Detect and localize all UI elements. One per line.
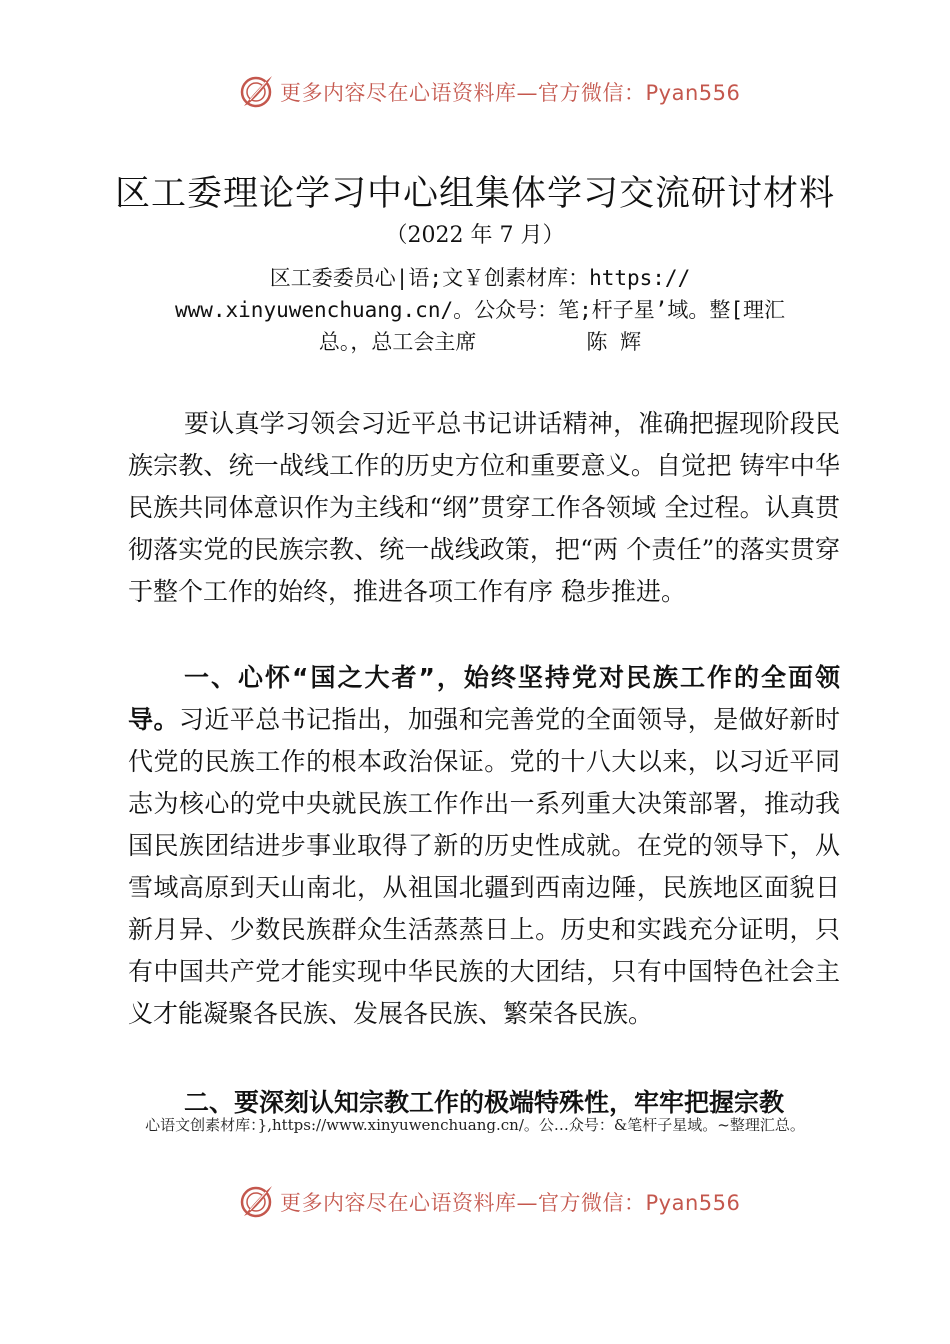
intro-paragraph: 要认真学习领会习近平总书记讲话精神，准确把握现阶段民族宗教、统一战线工作的历史方位和重要意义。自觉把 铸牢中华民族共同体意识作为主线和“纲”贯穿工作各领域 全过程。认真贯彻落实党的民族宗教、统一战线政策，把“两 个责任”的落实贯穿于整个工作的始终，推进各项工作有序 稳步推进。 bbox=[128, 409, 840, 606]
banner-text: 更多内容尽在心语资料库—官方微信：Pyan556 bbox=[280, 1191, 741, 1215]
author-line-1: 区工委委员心|语;文￥创素材库：https:// bbox=[269, 266, 691, 290]
header-watermark-banner bbox=[0, 70, 950, 114]
section-1-body: 习近平总书记指出，加强和完善党的全面领导，是做好新时代党的民族工作的根本政治保证。党的十八大以来，以习近平同志为核心的党中央就民族工作作出一系列重大决策部署，推动我国民族团结进步事业取得了新的历史性成就。在党的领导下，从雪域高原到天山南北，从祖国北疆到西南边陲，民族地区面貌日新月异、少数民族群众生活蒸蒸日上。历史和实践充分证明，只有中国共产党才能实现中华民族的大团结，只有中国特色社会主义才能凝聚各民族、发展各民族、繁荣各民族。 bbox=[128, 705, 840, 1028]
footer-watermark-banner bbox=[0, 1180, 950, 1224]
red-quill-logo-icon bbox=[236, 1182, 276, 1222]
section-1-paragraph bbox=[128, 657, 840, 1035]
document-title: 区工委理论学习中心组集体学习交流研讨材料 bbox=[114, 174, 835, 214]
footer-note: 心语文创素材库：},https://www.xinyuwenchuang.cn/。公…众号：&笔杆子星域。~整理汇总。 bbox=[145, 1116, 805, 1134]
author-block bbox=[130, 262, 830, 358]
document-date: （2022 年 7 月） bbox=[385, 223, 565, 248]
author-line-2: www.xinyuwenchuang.cn/。公众号：笔;杆子星’域。整[理汇 bbox=[174, 298, 786, 322]
red-quill-logo-icon bbox=[236, 72, 276, 112]
author-line-3 bbox=[130, 326, 830, 358]
author-name: 陈 辉 bbox=[586, 330, 642, 354]
section-2-heading: 二、要深刻认知宗教工作的极端特殊性，牢牢把握宗教 bbox=[184, 1088, 785, 1117]
banner-text: 更多内容尽在心语资料库—官方微信：Pyan556 bbox=[280, 81, 741, 105]
section-1-heading: 一、心怀“国之大者”，始终坚持党对民族工作的全面领导。 bbox=[128, 663, 840, 734]
author-role: 总。，总工会主席 bbox=[318, 330, 477, 354]
